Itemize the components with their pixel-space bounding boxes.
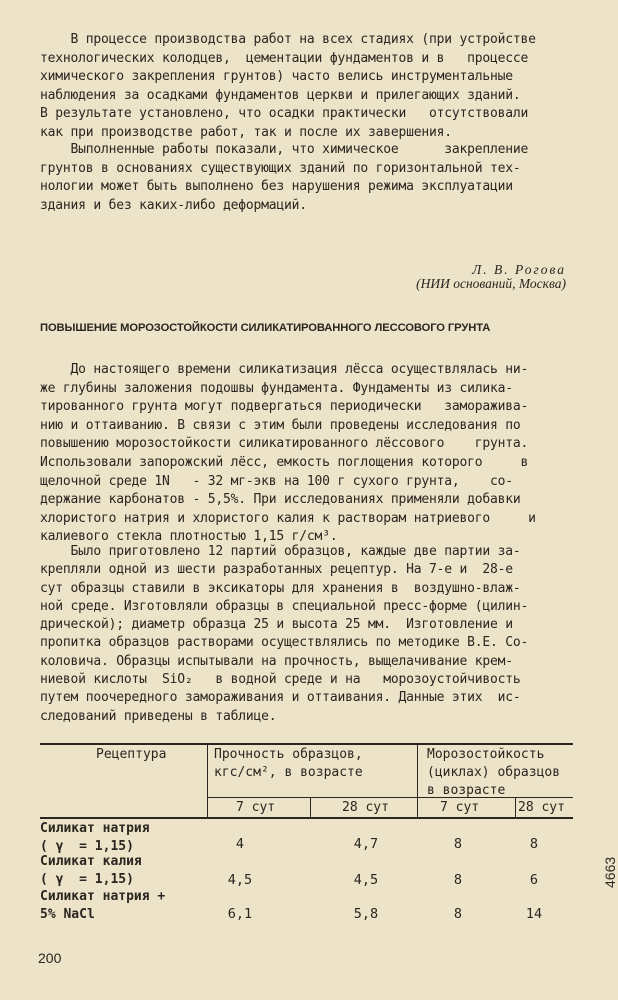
paragraph-conclusions: Выполненные работы показали, что химическое закрепление грунтов в основаниях существующих зданий по горизонтальной тех- нологии может быть выполнено без нарушения режима эксплуатации здания и без каких-либо деформаций. [40, 142, 529, 213]
cell-frost-28: 6 [529, 872, 539, 888]
cell-frost-7: 8 [453, 872, 463, 888]
cell-strength-28: 5,8 [353, 906, 379, 922]
row-label: Силикат натрия + 5% NaCl [40, 889, 166, 922]
table-col-divider-4 [515, 797, 516, 818]
paragraph-construction-observations: В процессе производства работ на всех стадиях (при устройстве технологических колодцев, цементации фундаментов и в процессе химического закрепления грунтов) часто велись инструментальные наблюдения за осадками фундаментов церкви и прилегающих зданий. В результате установлено, что осадки практически отсутствовали как при производстве работ, так и после их завершения. [40, 32, 536, 140]
table-col-divider-2 [417, 743, 418, 818]
header-frost: Морозостойкость (циклах) образцов в возрасте [427, 747, 561, 798]
cell-strength-7: 4 [235, 836, 245, 852]
cell-frost-7: 8 [453, 906, 463, 922]
subheader-frost-7: 7 сут [440, 800, 480, 815]
subheader-frost-28: 28 сут [518, 800, 565, 815]
cell-frost-28: 8 [529, 836, 539, 852]
table-header-rule [40, 817, 573, 819]
page-number: 200 [38, 950, 62, 966]
section-heading: ПОВЫШЕНИЕ МОРОЗОСТОЙКОСТИ СИЛИКАТИРОВАННОГО ЛЕССОВОГО ГРУНТА [40, 322, 491, 334]
cell-strength-28: 4,5 [353, 872, 379, 888]
table-top-rule [40, 743, 573, 745]
margin-stamp: 4663 [602, 856, 618, 888]
paragraph-method: Было приготовлено 12 партий образцов, каждые две партии за- крепляли одной из шести разработанных рецептур. На 7-е и 28-е сут образцы ставили в эксикаторы для хранения в воздушно-влаж- ной среде. Изготовляли образцы в специальной пресс-форме (цилин- дрической); диаметр образца 25 и высота 25 мм. Изготовление и пропитка образцов растворами осуществлялись по методике В.Е. Со- коловича. Образцы испытывали на прочность, выщелачивание крем- ниевой кислоты SiO₂ в водной среде и на морозоустойчивость путем поочередного замораживания и оттаивания. Данные этих ис- следований приведены в таблице. [40, 544, 529, 724]
cell-strength-28: 4,7 [353, 836, 379, 852]
cell-strength-7: 6,1 [227, 906, 253, 922]
author-name: Л. В. Рогова [472, 262, 566, 277]
paragraph-introduction: До настоящего времени силикатизация лёсса осуществлялась ни- же глубины заложения подошвы фундамента. Фундаменты из силика- тированного грунта могут подвергаться периодически заморажива- нию и оттаиванию. В связи с этим были проведены исследования по повышению морозостойкости силикатированного лёссового грунта. Использовали запорожский лёсс, емкость поглощения которого в щелочной среде 1N - 32 мг-экв на 100 г сухого грунта, со- держание карбонатов - 5,5%. При исследованиях применяли добавки хлористого натрия и хлористого калия к растворам натриевого и калиевого стекла плотностью 1,15 г/см³. [40, 362, 536, 545]
author-institution: (НИИ оснований, Москва) [416, 276, 566, 291]
header-strength: Прочность образцов, кгс/см², в возрасте [214, 747, 363, 780]
table-col-divider-3 [310, 797, 311, 818]
cell-strength-7: 4,5 [227, 872, 253, 888]
cell-frost-28: 14 [525, 906, 543, 922]
subheader-strength-7: 7 сут [236, 800, 276, 815]
row-label: Силикат калия ( γ = 1,15) [40, 854, 142, 887]
table-col-divider-1 [207, 743, 208, 818]
row-label: Силикат натрия ( γ = 1,15) [40, 821, 150, 854]
header-recipe: Рецептура [96, 747, 167, 762]
subheader-strength-28: 28 сут [342, 800, 389, 815]
cell-frost-7: 8 [453, 836, 463, 852]
